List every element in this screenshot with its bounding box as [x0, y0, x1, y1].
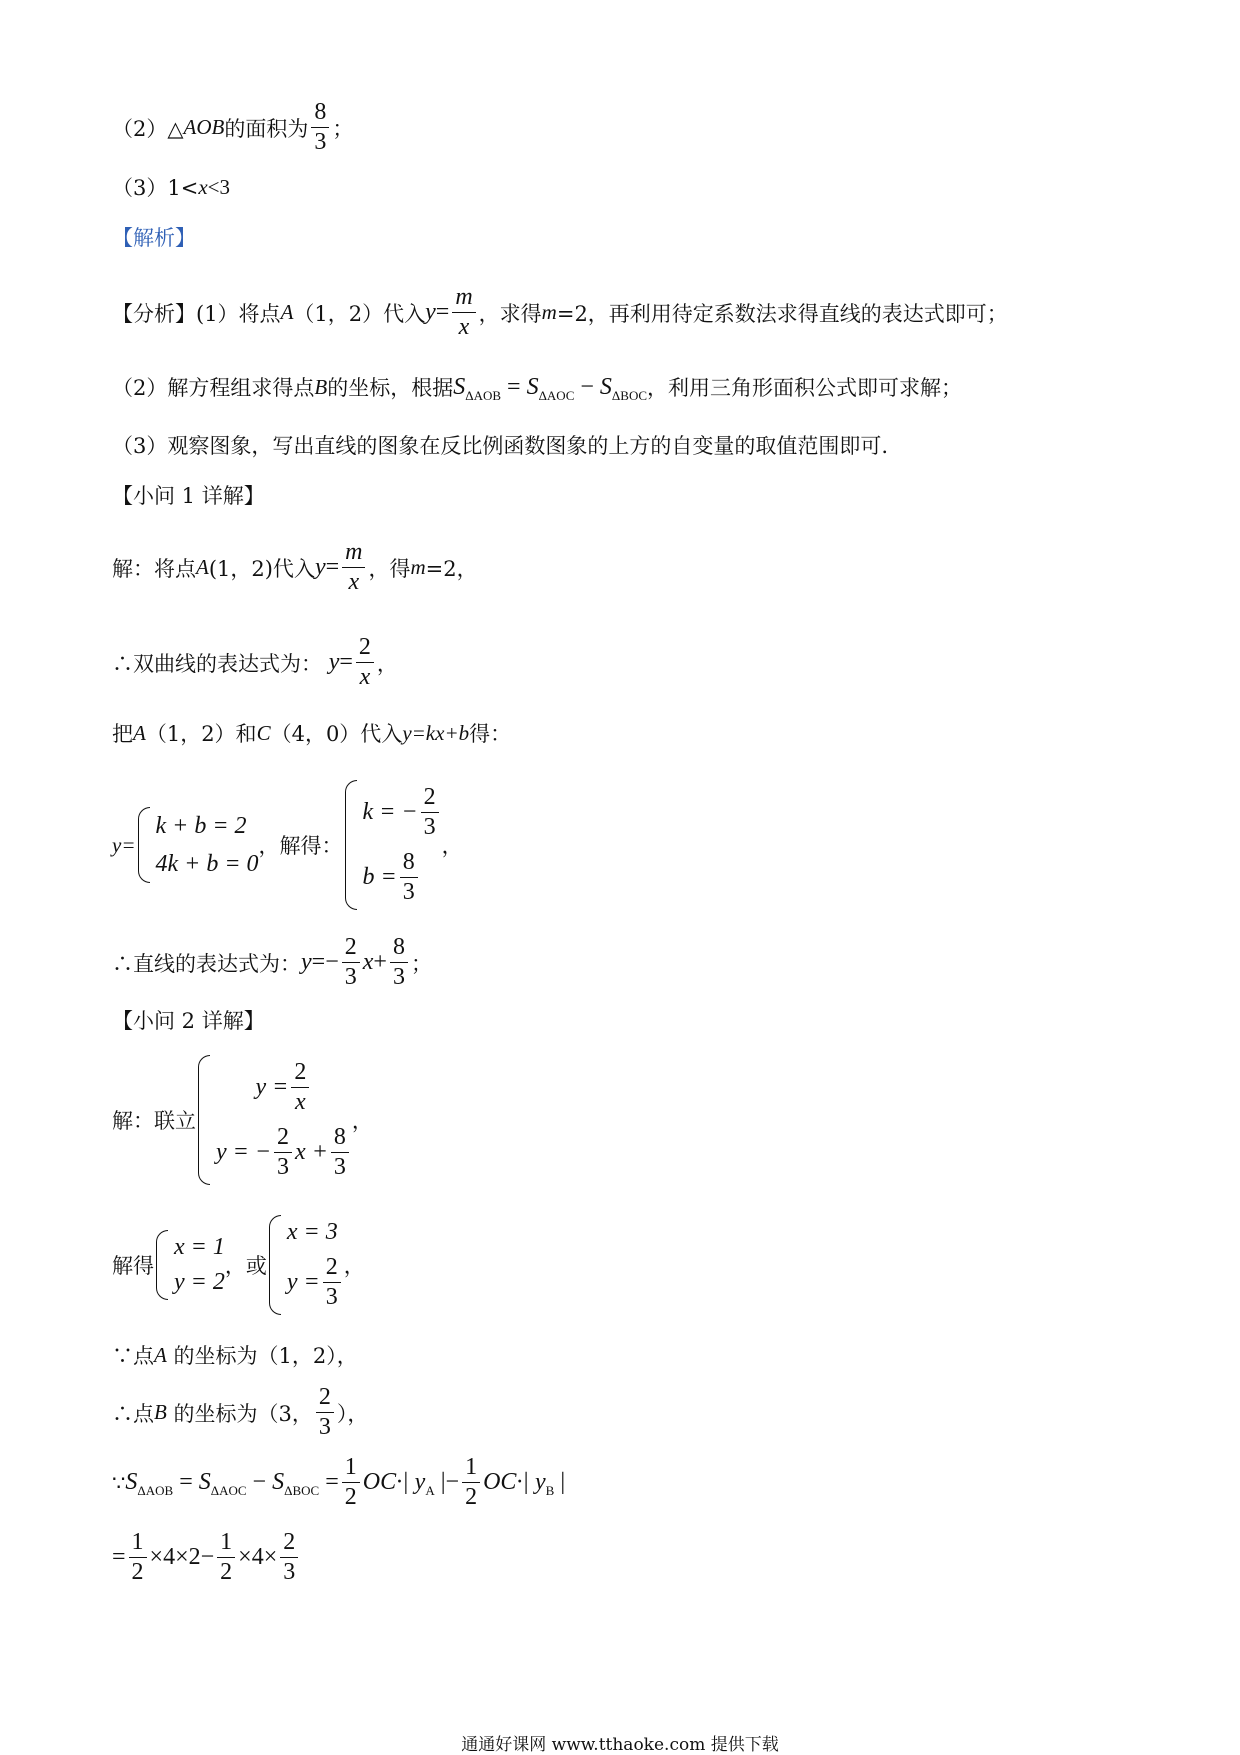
- text: b =: [362, 864, 397, 890]
- symbol: =: [507, 373, 521, 400]
- area-computation: [112, 1455, 565, 1510]
- analysis-part-1: [112, 285, 1008, 340]
- brace: [269, 1215, 281, 1315]
- denominator: 2: [465, 1484, 478, 1511]
- text: =: [112, 1544, 126, 1571]
- fraction: [331, 1125, 349, 1180]
- subscript: ΔAOC: [210, 1483, 247, 1499]
- subscript: A: [425, 1483, 435, 1499]
- text: （1，2）代入: [293, 301, 426, 326]
- fraction: [280, 1530, 298, 1585]
- fraction: [316, 1385, 334, 1440]
- numerator: 2: [316, 1385, 334, 1413]
- var: y: [314, 554, 326, 581]
- text: 【小问 2 详解】: [112, 1009, 265, 1033]
- var: C: [256, 720, 271, 745]
- symbol: S: [198, 1469, 211, 1496]
- numerator: 1: [217, 1530, 235, 1558]
- subquestion-1-heading: [112, 480, 265, 510]
- linear-system-solution: [112, 780, 463, 910]
- var: y: [425, 299, 436, 326]
- numerator: 2: [421, 785, 439, 813]
- text: =−: [311, 949, 339, 976]
- term: [362, 1469, 460, 1499]
- subscript: ΔAOC: [538, 387, 575, 403]
- text: 【分析】(1）将点: [112, 301, 281, 326]
- text: ，: [343, 1254, 365, 1278]
- fraction: [342, 1455, 360, 1510]
- analysis-part-2: [112, 372, 962, 402]
- text: ，: [441, 834, 463, 858]
- symbol: S: [599, 373, 612, 400]
- text: OC·| y: [483, 1469, 546, 1496]
- numerator: m: [452, 285, 475, 313]
- system-rows: [363, 780, 442, 910]
- numerator: 1: [129, 1530, 147, 1558]
- analysis-part-3: [112, 430, 888, 460]
- numerator: 2: [356, 635, 374, 663]
- denominator: 3: [314, 129, 327, 156]
- text: 解得: [112, 1254, 154, 1278]
- denominator: 3: [333, 1154, 346, 1180]
- equation: 4k + b = 0: [155, 850, 259, 877]
- text: ∵点: [112, 1344, 154, 1368]
- solution-system: [343, 780, 442, 910]
- subscript: ΔBOC: [284, 1483, 320, 1499]
- answer-part-3: [112, 172, 230, 202]
- var: y=kx+b: [402, 720, 470, 745]
- text: y = −: [216, 1139, 272, 1165]
- footer-text: 通通好课网 www.tthaoke.com 提供下载: [461, 1735, 779, 1755]
- var: x: [362, 949, 374, 976]
- var: m: [410, 555, 426, 580]
- simultaneous-system: [112, 1055, 373, 1185]
- hyperbola-expression: [112, 635, 398, 690]
- fraction: [390, 935, 408, 990]
- text: ∴双曲线的表达式为：: [112, 651, 322, 676]
- text: ∵: [112, 1470, 126, 1495]
- numerator: m: [342, 540, 365, 568]
- var: B: [154, 1400, 167, 1425]
- text: +: [373, 949, 387, 976]
- fraction: [342, 935, 360, 990]
- symbol: S: [272, 1469, 285, 1496]
- area-arithmetic: [112, 1530, 301, 1585]
- text: <3: [207, 174, 230, 199]
- analysis-heading: [112, 222, 196, 252]
- text: ，: [351, 1109, 373, 1133]
- numerator: 8: [331, 1125, 349, 1153]
- area-formula: [453, 374, 647, 401]
- system-solutions: [112, 1215, 365, 1315]
- point-b-coordinates: [112, 1385, 368, 1440]
- equation: x = 3: [286, 1219, 338, 1246]
- text: 的坐标，根据: [327, 376, 454, 400]
- area-formula: [125, 1469, 339, 1499]
- text: 【小问 1 详解】: [112, 484, 265, 508]
- text: 的面积为: [224, 116, 309, 141]
- var: A: [133, 720, 146, 745]
- text: =2，再利用待定系数法求得直线的表达式即可；: [556, 301, 1008, 326]
- numerator: 1: [342, 1455, 360, 1483]
- equation: y = 2: [174, 1269, 225, 1295]
- solution-b: [363, 850, 442, 905]
- subscript: ΔAOB: [137, 1483, 174, 1499]
- text: 解：联立: [112, 1109, 196, 1133]
- fraction: [356, 635, 374, 690]
- fraction: [421, 785, 439, 840]
- fraction: [217, 1530, 235, 1585]
- symbol: S: [453, 373, 466, 400]
- denominator: 2: [344, 1484, 357, 1511]
- subquestion-2-heading: [112, 1005, 265, 1035]
- text: ），: [336, 1401, 369, 1426]
- numerator: 1: [462, 1455, 480, 1483]
- fraction: [400, 850, 418, 905]
- symbol: S: [125, 1469, 138, 1496]
- var: x: [198, 174, 208, 199]
- denominator: 3: [423, 814, 436, 840]
- text: ，或: [224, 1254, 267, 1278]
- text: =: [339, 649, 353, 676]
- system-rows: [287, 1215, 344, 1315]
- text: (1，2)代入: [208, 556, 315, 581]
- text: （3）1<: [112, 176, 199, 200]
- text: ，: [376, 651, 398, 676]
- solution-step-1: [112, 540, 478, 595]
- brace: [138, 807, 150, 883]
- equation-line: [216, 1125, 352, 1180]
- text: =: [435, 299, 450, 326]
- subscript: ΔBOC: [611, 387, 648, 403]
- term: [483, 1469, 566, 1499]
- denominator: x: [295, 1089, 306, 1115]
- fraction: [342, 540, 365, 595]
- text: ∴点: [112, 1401, 154, 1426]
- text: 的坐标为（1，2），: [173, 1344, 358, 1368]
- denominator: 3: [402, 879, 415, 905]
- subscript: ΔAOB: [465, 387, 502, 403]
- fraction: [311, 100, 329, 155]
- text: ×4×2−: [149, 1544, 215, 1571]
- text: 把: [112, 722, 133, 746]
- text: ×4×: [238, 1544, 278, 1571]
- solution-1: [154, 1230, 225, 1300]
- denominator: x: [458, 314, 470, 341]
- text: （2）△: [112, 116, 184, 141]
- denominator: 3: [325, 1284, 338, 1311]
- equation-hyperbola: [216, 1060, 352, 1115]
- page-footer: [0, 1730, 1240, 1755]
- numerator: 2: [291, 1060, 309, 1088]
- text: y=: [112, 832, 136, 857]
- var: m: [541, 300, 557, 325]
- var: A: [196, 555, 209, 580]
- text: 的坐标为（3，: [173, 1401, 313, 1426]
- text: ；: [332, 116, 354, 141]
- text: ，解得：: [258, 834, 343, 858]
- text: ，得: [368, 556, 411, 581]
- point-a-coordinates: [112, 1340, 358, 1370]
- numerator: 8: [311, 100, 329, 128]
- substitution-line: [112, 718, 511, 748]
- numerator: 2: [323, 1255, 341, 1283]
- fraction: [274, 1125, 292, 1180]
- equation-system: [136, 807, 259, 883]
- symbol: −: [580, 373, 594, 400]
- denominator: 3: [277, 1154, 290, 1180]
- numerator: 2: [274, 1125, 292, 1153]
- symbol: =: [179, 1469, 193, 1496]
- fraction: [452, 285, 475, 340]
- text: y =: [255, 1074, 289, 1100]
- var: B: [314, 374, 328, 399]
- denominator: 3: [344, 964, 357, 991]
- fraction: [323, 1255, 341, 1310]
- var: y: [301, 949, 312, 976]
- symbol: =: [325, 1469, 339, 1496]
- text: ，利用三角形面积公式即可求解；: [647, 376, 963, 400]
- var: A: [280, 300, 294, 325]
- text: x +: [295, 1139, 328, 1165]
- var: y: [328, 649, 340, 676]
- text: y =: [286, 1269, 320, 1296]
- equation-system: [196, 1055, 352, 1185]
- equation: k + b = 2: [155, 812, 247, 839]
- line-expression: [112, 935, 432, 990]
- denominator: x: [359, 664, 371, 691]
- fraction: [462, 1455, 480, 1510]
- numerator: 2: [342, 935, 360, 963]
- denominator: 3: [283, 1559, 296, 1586]
- denominator: 2: [131, 1559, 144, 1586]
- numerator: 8: [400, 850, 418, 878]
- system-rows: [156, 807, 259, 883]
- text: k = −: [362, 799, 418, 825]
- text: =: [325, 554, 340, 581]
- fraction: [291, 1060, 309, 1115]
- subscript: B: [545, 1483, 555, 1499]
- denominator: 3: [392, 964, 405, 991]
- var: AOB: [183, 115, 225, 140]
- var: A: [154, 1342, 167, 1367]
- brace: [198, 1055, 210, 1185]
- text: 【解析】: [112, 226, 196, 250]
- text: ；: [410, 951, 432, 976]
- text: ∴直线的表达式为：: [112, 951, 301, 976]
- denominator: 2: [220, 1559, 233, 1586]
- text: （3）观察图象，写出直线的图象在反比例函数图象的上方的自变量的取值范围即可.: [112, 434, 889, 458]
- text: =2，: [425, 556, 478, 581]
- text: 得：: [469, 722, 512, 746]
- numerator: 2: [280, 1530, 298, 1558]
- numerator: 8: [390, 935, 408, 963]
- text: （4，0）代入: [270, 722, 403, 746]
- text: |−: [440, 1469, 460, 1496]
- text: ，求得: [478, 301, 542, 326]
- text: OC·| y: [362, 1469, 426, 1496]
- text: 解：将点: [112, 556, 196, 581]
- brace: [156, 1230, 168, 1300]
- symbol: −: [252, 1469, 267, 1496]
- equation: [287, 1255, 344, 1310]
- brace: [345, 780, 357, 910]
- solution-2: [267, 1215, 344, 1315]
- fraction: [129, 1530, 147, 1585]
- text: （2）解方程组求得点: [112, 376, 315, 400]
- answer-part-2: [112, 100, 353, 155]
- system-rows: [174, 1230, 225, 1300]
- system-rows: [216, 1055, 352, 1185]
- symbol: S: [526, 373, 539, 400]
- text: （1，2）和: [145, 722, 257, 746]
- solution-k: [363, 785, 442, 840]
- text: |: [560, 1469, 566, 1496]
- denominator: x: [348, 569, 360, 596]
- denominator: 3: [318, 1414, 331, 1441]
- equation: x = 1: [174, 1234, 225, 1260]
